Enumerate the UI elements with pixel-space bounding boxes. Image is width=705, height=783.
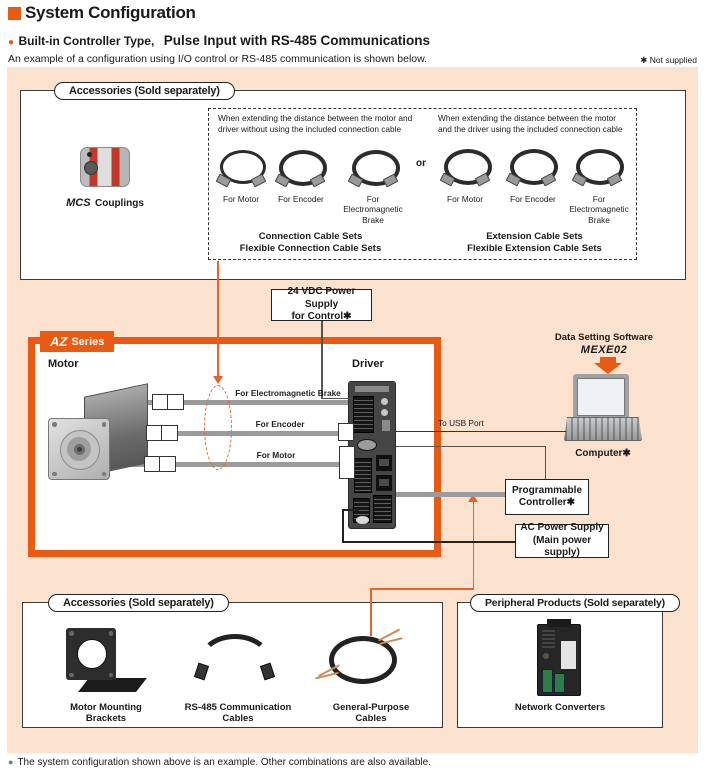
- mounting-bracket-image: [66, 628, 116, 680]
- encoder-driver-connector: [338, 423, 354, 441]
- mexe02-logo: MEXE02: [580, 344, 628, 356]
- software-label: Data Setting Software: [554, 332, 654, 343]
- cable-item-label: For Encoder: [278, 194, 324, 204]
- driver-image: [348, 381, 396, 529]
- connection-cable-motor-image: [216, 148, 266, 188]
- motor-label: Motor: [48, 358, 79, 370]
- peripheral-products-label: Peripheral Products (Sold separately): [470, 594, 680, 612]
- computer-image: [573, 374, 629, 420]
- coupling-caption: [55, 193, 155, 211]
- computer-keyboard: [564, 417, 642, 441]
- mcs-coupling-image: [80, 147, 130, 187]
- left-set-names: Connection Cable Sets Flexible Connection Cable Sets: [239, 231, 382, 255]
- or-label: or: [416, 158, 426, 169]
- section-marker-icon: [8, 7, 21, 20]
- item-label: General-Purpose Cables: [332, 702, 410, 724]
- usb-port-label: To USB Port: [438, 418, 484, 428]
- gp-cable-link-line: [370, 589, 372, 636]
- plc-box: Programmable Controller✱: [505, 479, 589, 515]
- ac-power-box: AC Power Supply (Main power supply): [515, 524, 609, 558]
- ac-power-line: [342, 541, 516, 543]
- cable-item-label: For Electromagnetic Brake: [343, 194, 403, 225]
- ac-power-line: [342, 509, 344, 542]
- rs485-cable-image: [198, 634, 272, 690]
- top-accessories-label: Accessories (Sold separately): [54, 82, 235, 100]
- cable-label-brake: For Electromagnetic Brake: [235, 388, 341, 398]
- item-label: RS-485 Communication Cables: [184, 702, 292, 724]
- encoder-cable-connector: [146, 425, 176, 441]
- coupling-name: Couplings: [95, 198, 144, 209]
- cable-item-label: For Motor: [447, 194, 483, 204]
- connection-cable-encoder-image: [275, 148, 325, 188]
- footer-bullet-icon: ●: [8, 757, 14, 767]
- page-title: System Configuration: [25, 3, 196, 22]
- footer-note: ● The system configuration shown above is an example. Other combinations are also available.: [8, 757, 431, 768]
- gp-cable-link-line: [473, 501, 475, 589]
- cable-label-encoder: For Encoder: [255, 419, 305, 429]
- bottom-accessories-label: Accessories (Sold separately): [48, 594, 229, 612]
- right-set-names: Extension Cable Sets Flexible Extension Cable Sets: [467, 231, 602, 255]
- software-arrowhead-icon: [594, 363, 622, 374]
- network-converter-image: [537, 624, 581, 696]
- subtitle-mode: Pulse Input with RS-485 Communications: [163, 33, 431, 48]
- connection-cable-brake-image: [348, 148, 398, 188]
- ac-power-line: [342, 509, 359, 511]
- item-label: Motor Mounting Brackets: [70, 702, 142, 724]
- usb-line: [396, 431, 566, 432]
- left-set-description: When extending the distance between the motor and driver without using the included connection cable: [218, 113, 413, 135]
- computer-label: Computer✱: [575, 448, 631, 459]
- description-text: An example of a configuration using I/O control or RS-485 communication is shown below.: [8, 53, 428, 65]
- not-supplied-note: ✱ Not supplied: [640, 55, 697, 65]
- cable-set-arrowhead-icon: [213, 376, 223, 384]
- gp-cable-image: [325, 632, 395, 680]
- motor-driver-connector: [339, 446, 355, 479]
- az-logo: AZ: [50, 334, 68, 349]
- brake-cable-connector: [152, 394, 182, 410]
- cable-label-motor: For Motor: [256, 450, 296, 460]
- dc-power-supply-box: 24 VDC Power Supply for Control✱: [271, 289, 372, 321]
- extension-cable-brake-image: [572, 147, 622, 187]
- bracket-base: [78, 678, 147, 692]
- cable-item-label: For Encoder: [510, 194, 556, 204]
- item-label: Network Converters: [514, 702, 606, 713]
- plc-signal-line: [545, 446, 546, 480]
- extension-cable-motor-image: [440, 147, 490, 187]
- cable-item-label: For Electromagnetic Brake: [569, 194, 629, 225]
- az-series-tab: AZ Series: [40, 331, 114, 352]
- subtitle-type: Built-in Controller Type,: [18, 34, 155, 48]
- bullet-icon: ●: [8, 37, 15, 48]
- io-line: [396, 492, 506, 497]
- gp-cable-link-line: [370, 588, 474, 590]
- subtitle-row: [8, 32, 430, 50]
- driver-label: Driver: [352, 358, 384, 370]
- extension-cable-encoder-image: [506, 147, 556, 187]
- motor-cable-connector: [144, 456, 174, 472]
- coupling-logo: MCS: [66, 197, 91, 209]
- plc-signal-line: [396, 446, 545, 447]
- cable-set-pointer-line: [217, 261, 219, 377]
- cable-item-label: For Motor: [223, 194, 259, 204]
- right-set-description: When extending the distance between the motor and the driver using the included connection cable: [438, 113, 623, 135]
- motor-front-plate: [48, 418, 110, 480]
